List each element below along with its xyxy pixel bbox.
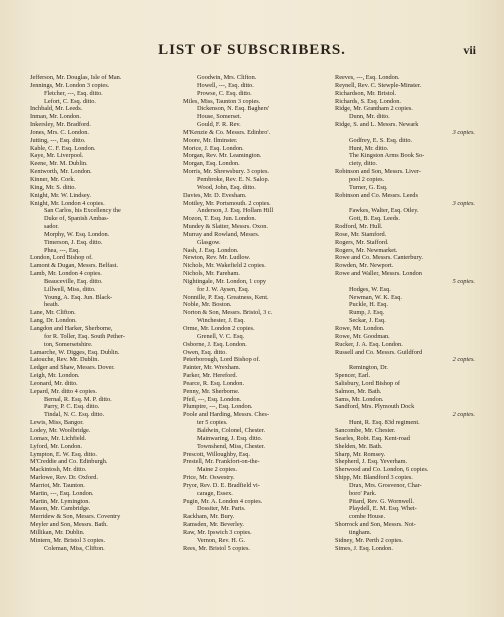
- subscriber-entry: Ridge, S. and L. Messrs. Newark: [335, 121, 419, 129]
- subscriber-entry: Lewis, Miss, Bangor.: [30, 419, 84, 427]
- page-header: [0, 42, 504, 62]
- subscriber-entry: Pugin, Mr. A. London 4 copies.: [183, 497, 263, 505]
- subscriber-entry: Ledger and Shaw, Messrs. Dover.: [30, 364, 115, 372]
- subscriber-entry: Lang, Dr. London.: [30, 317, 77, 325]
- subscriber-entry: Vernon, Rev. H. G.: [197, 536, 246, 544]
- subscriber-entry: Lefort, C. Esq. ditto.: [44, 97, 96, 105]
- subscriber-entry: Lodey, Mr. Woolbridge.: [30, 426, 91, 434]
- subscriber-entry: Playdell, E. M. Esq. Whet-: [349, 505, 417, 513]
- subscriber-entry: Mason, Mr. Cambridge.: [30, 505, 91, 513]
- subscriber-entry: Reynell, Rev. C. Stewple-Minster.: [335, 81, 422, 89]
- subscriber-entry: Jefferson, Mr. Douglas, Isle of Man.: [30, 74, 122, 81]
- subscriber-entry: Inkersley, Mr. Bradford.: [30, 121, 91, 129]
- subscriber-entry: Rackham, Mr. Bury.: [183, 513, 235, 521]
- subscriber-entry: Duke of, Spanish Ambas-: [44, 215, 109, 223]
- subscriber-entry: Rogers, Mr. Newmarket.: [335, 246, 398, 254]
- subscriber-entry: Mottley, Mr. Portsmouth. 2 copies.: [183, 199, 271, 207]
- subscriber-entry: Sancombe, Mr. Chester.: [335, 426, 396, 434]
- subscriber-entry: Nightingale, Mr. London, 1 copy: [183, 277, 267, 285]
- subscriber-entry: Plumptre, ---, Esq. London.: [183, 403, 253, 411]
- subscriber-entry: Glasgow.: [197, 238, 221, 246]
- subscriber-entry: Pitard, Rev. G. Wornwell.: [349, 497, 414, 505]
- subscriber-entry: Sharp, Mr. Romsey.: [335, 450, 386, 458]
- subscriber-entry: Mintern, Mr. Bristol 3 copies.: [30, 536, 106, 544]
- subscriber-entry: Baldwin, Colonel, Chester.: [197, 426, 266, 434]
- subscriber-entry: 3 copies.: [452, 128, 475, 136]
- subscriber-entry: Hunt, R. Esq. 83d regiment.: [349, 419, 420, 427]
- subscriber-entry: Dickenson, N. Esq. Baghers': [197, 105, 270, 113]
- subscriber-entry: Lamarche, W. Digges, Esq. Dublin.: [30, 348, 120, 356]
- subscriber-entry: Norton & Son, Messrs. Bristol, 3 c.: [183, 309, 273, 317]
- subscriber-entry: tingham.: [349, 528, 372, 536]
- subscriber-entry: Price, Mr. Oswestry.: [183, 474, 235, 482]
- subscriber-entry: Phea, ---, Esq.: [44, 246, 80, 254]
- subscriber-entry: Merridew & Son, Messrs. Coventry: [30, 513, 121, 521]
- subscriber-entry: Grenell, V. C. Esq.: [197, 332, 245, 340]
- subscriber-entry: Inchbald, Mr. Leeds.: [30, 105, 83, 113]
- subscriber-entry: Reeves, ---, Esq. London.: [335, 74, 400, 81]
- subscriber-entry: Beauceville, Esq. ditto.: [44, 277, 103, 285]
- subscriber-entry: 3 copies.: [452, 199, 475, 207]
- subscriber-entry: sador.: [44, 223, 59, 231]
- subscriber-entry: Noble, Mr. Boston.: [183, 301, 232, 309]
- subscriber-entry: Leigh, Mr. London.: [30, 372, 80, 380]
- subscriber-entry: Kaye, Mr. Liverpool.: [30, 152, 84, 160]
- subscriber-entry: Kinner, Mr. Cork.: [30, 175, 76, 183]
- subscriber-entry: Meyler and Son, Messrs. Bath.: [30, 521, 108, 529]
- subscriber-column-3: [335, 74, 477, 552]
- subscriber-entry: Miles, Miss, Taunton 3 copies.: [183, 97, 261, 105]
- subscriber-entry: M'Kenzie & Co. Messrs. Edinbro'.: [183, 128, 271, 136]
- page-title: LIST OF SUBSCRIBERS.: [158, 42, 346, 58]
- subscriber-entry: boro' Park.: [349, 489, 377, 497]
- subscriber-entry: Mundey & Slatter, Messrs. Oxon.: [183, 223, 268, 231]
- subscriber-entry: Searles, Robt. Esq. Kent-road: [335, 434, 410, 442]
- subscriber-entry: Salmon, Mr. Bath.: [335, 387, 382, 395]
- subscriber-entry: Seckar, J. Esq.: [349, 317, 386, 325]
- subscriber-entry: Prestell, Mr. Frankfort-on-the-: [183, 458, 260, 466]
- subscriber-entry: Simes, J. Esq. London.: [335, 544, 393, 552]
- subscriber-entry: Moore, Mr. Ilminster.: [183, 136, 238, 144]
- subscriber-entry: Nichols, Mr. Wakefield 2 copies.: [183, 262, 266, 270]
- subscriber-entry: Lane, Mr. Clifton.: [30, 309, 76, 317]
- subscriber-entry: Rowden, Mr. Newport.: [335, 262, 394, 270]
- subscriber-entry: Sidney, Mr. Perth 2 copies.: [335, 536, 403, 544]
- subscriber-entry: Rogers, Mr. Stafford.: [335, 238, 389, 246]
- subscriber-entry: Robinson and Co. Messrs. Leeds: [335, 191, 418, 199]
- subscriber-entry: 2 copies.: [452, 356, 475, 364]
- subscriber-entry: Timerson, J. Esq. ditto.: [44, 238, 103, 246]
- subscriber-entry: Hodges, W. Esq.: [349, 285, 391, 293]
- subscriber-entry: Parker, Mr. Hereford.: [183, 372, 238, 380]
- subscriber-entry: Morgan, Esq. London.: [183, 160, 240, 168]
- subscriber-entry: for R. Toller, Esq. South Pether-: [44, 332, 125, 340]
- subscriber-entry: Wood, John, Esq. ditto.: [197, 183, 256, 191]
- subscriber-entry: Richards, S. Esq. London.: [335, 97, 401, 105]
- subscriber-entry: heath.: [44, 301, 60, 309]
- subscriber-entry: Anderson, J. Esq. Hollam Hill: [197, 207, 274, 215]
- subscriber-entry: Keene, Mr. M. Dublin.: [30, 160, 88, 168]
- subscriber-entry: Ridge, Mr. Grantham 2 copies.: [335, 105, 413, 113]
- subscriber-entry: M'Creddie and Co. Edinburgh.: [30, 458, 108, 466]
- subscriber-entry: Puckle, H. Esq.: [349, 301, 389, 309]
- subscriber-entry: combe House.: [349, 513, 386, 521]
- subscriber-entry: 5 copies.: [452, 277, 475, 285]
- subscriber-entry: London, Lord Bishop of.: [30, 254, 93, 262]
- subscriber-entry: Leonard, Mr. ditto.: [30, 379, 78, 387]
- subscriber-entry: ter 5 copies.: [197, 419, 228, 427]
- subscriber-entry: Shepherd, J. Esq. Yeverham.: [335, 458, 408, 466]
- subscriber-entry: King, Mr. S. ditto.: [30, 183, 77, 191]
- subscriber-entry: Raw, Mr. Ipswich 3 copies.: [183, 528, 252, 536]
- subscriber-entry: Knight, Mr. W. Lindsey.: [30, 191, 91, 199]
- subscriber-entry: Tindal, N. C. Esq. ditto.: [44, 411, 105, 419]
- subscriber-entry: Nash, J. Esq. London.: [183, 246, 239, 254]
- subscriber-entry: San Carlos, his Excellency the: [44, 207, 121, 215]
- subscriber-entry: The Kingston Arms Book So-: [349, 152, 425, 160]
- subscriber-entry: Osborne, J. Esq. London.: [183, 340, 247, 348]
- page-number: vii: [463, 43, 476, 57]
- subscriber-entry: Knight, Mr. London 4 copies.: [30, 199, 105, 207]
- subscriber-entry: Drax, Mrs. Grosvenor, Char-: [349, 481, 422, 489]
- subscriber-entry: Rowe, Mr. London.: [335, 325, 385, 332]
- subscriber-entry: Godfrey, E. S. Esq. ditto.: [349, 136, 413, 144]
- subscriber-entry: Rees, Mr. Bristol 5 copies.: [183, 544, 250, 552]
- subscriber-entry: Nonnille, P. Esq. Greatness, Kent.: [183, 293, 269, 301]
- subscriber-entry: Turner, G. Esq.: [349, 183, 388, 191]
- subscriber-entry: Owen, Esq. ditto.: [183, 348, 227, 356]
- subscriber-entry: Pearce, R. Esq. London.: [183, 379, 245, 387]
- subscriber-entry: Millikan, Mr. Dublin.: [30, 528, 85, 536]
- subscriber-entry: Morphy, W. Esq. London.: [44, 230, 110, 238]
- subscriber-entry: Shorrock and Son, Messrs. Not-: [335, 521, 416, 529]
- subscriber-entry: Lomax, Mr. Lichfield.: [30, 434, 87, 442]
- subscriber-entry: Maine 2 copies.: [197, 466, 238, 474]
- subscriber-entry: Sandford, Mrs. Plymouth Dock: [335, 403, 415, 411]
- subscriber-entry: Coleman, Miss, Clifton.: [44, 544, 105, 552]
- subscriber-entry: Penny, Mr. Sherborne.: [183, 387, 240, 395]
- subscriber-entry: Lamb, Mr. London 4 copies.: [30, 270, 102, 278]
- subscriber-column-1: [30, 74, 172, 552]
- subscriber-entry: Townshend, Miss, Chester.: [197, 442, 265, 450]
- subscriber-entry: Mozon, T. Esq. Jun. London.: [183, 215, 257, 223]
- subscriber-entry: Remington, Dr.: [349, 364, 389, 372]
- subscriber-entry: Newman, W. K. Esq.: [349, 293, 402, 301]
- subscriber-entry: Latouche, Rev. Mr. Dublin.: [30, 356, 100, 364]
- subscriber-entry: Peterborough, Lord Bishop of.: [183, 356, 261, 364]
- subscriber-entry: Dossiter, Mr. Paris.: [197, 505, 246, 513]
- subscriber-entry: Parry, P. C. Esq. ditto.: [44, 403, 100, 411]
- subscriber-entry: Mackintosh, Mr. ditto.: [30, 466, 87, 474]
- subscriber-entry: Salisbury, Lord Bishop of: [335, 379, 401, 387]
- subscriber-entry: Goodwin, Mrs. Clifton.: [197, 74, 257, 81]
- subscriber-entry: Rose, Mr. Stamford.: [335, 230, 387, 238]
- subscriber-entry: Pryor, Rev. D. E. Bradfield vi-: [183, 481, 260, 489]
- subscriber-entry: Ramsden, Mr. Beverley.: [183, 521, 244, 529]
- subscriber-entry: carage, Essex.: [197, 489, 233, 497]
- subscriber-entry: Newton, Rev. Mr. Ludlow.: [183, 254, 251, 262]
- subscriber-entry: Richardson, Mr. Bristol.: [335, 89, 397, 97]
- subscriber-entry: Sams, Mr. London.: [335, 395, 384, 403]
- subscriber-entry: Marriot, Mr. Taunton.: [30, 481, 85, 489]
- subscriber-entry: Rowe, Mr. Goodman.: [335, 332, 390, 340]
- subscriber-entry: Spencer, Earl.: [335, 372, 371, 380]
- subscriber-entry: Lympton, E. W. Esq. ditto.: [30, 450, 97, 458]
- subscriber-entry: Jennings, Mr. London 3 copies.: [30, 81, 110, 89]
- subscriber-entry: Lyford, Mr. London.: [30, 442, 82, 450]
- subscriber-entry: Russell and Co. Messrs. Guildford: [335, 348, 423, 356]
- subscriber-entry: Kable, C. F. Esq. London.: [30, 144, 96, 152]
- subscriber-entry: Howell, ---, Esq. ditto.: [197, 81, 254, 89]
- subscriber-entry: Rowe and Waller, Messrs. London: [335, 270, 422, 278]
- subscriber-entry: Morice, J. Esq. London.: [183, 144, 244, 152]
- subscriber-entry: Robinson and Son, Messrs. Liver-: [335, 168, 421, 176]
- subscriber-entry: Inman, Mr. London.: [30, 113, 81, 121]
- subscriber-entry: Jones, Mrs. C. London.: [30, 128, 89, 136]
- subscriber-entry: Poole and Harding, Messrs. Ches-: [183, 411, 270, 419]
- subscriber-entry: ciety, ditto.: [349, 160, 378, 168]
- subscriber-column-2: [183, 74, 325, 552]
- subscriber-entry: Murray and Rowland, Messrs.: [183, 230, 260, 238]
- subscriber-entry: Pembroke, Rev. E. N. Salop.: [197, 175, 270, 183]
- subscriber-entry: Morgan, Rev. Mr. Leamington.: [183, 152, 262, 160]
- subscriber-entry: for J. W. Aysen, Esq.: [197, 285, 250, 293]
- subscriber-entry: Martin, ---, Esq. London.: [30, 489, 94, 497]
- subscriber-entry: ton, Somersetshire.: [44, 340, 93, 348]
- subscriber-entry: pool 2 copies.: [349, 175, 385, 183]
- subscriber-entry: Fletcher, ---, Esq. ditto.: [44, 89, 103, 97]
- subscriber-entry: Orme, Mr. London 2 copies.: [183, 325, 255, 332]
- subscriber-entry: Winchester, J. Esq.: [197, 317, 245, 325]
- subscriber-entry: Young, A. Esq. Jun. Black-: [44, 293, 113, 301]
- subscriber-entry: Gould, F. R. Rev.: [197, 121, 241, 129]
- subscriber-entry: Prowse, C. Esq. ditto.: [197, 89, 252, 97]
- subscriber-entry: Shelden, Mr. Bath.: [335, 442, 383, 450]
- subscriber-entry: Pfeil, ---, Esq. London.: [183, 395, 242, 403]
- subscriber-entry: Hunt, Mr. ditto.: [349, 144, 389, 152]
- subscriber-entry: Marlowe, Rev. Dr. Oxford.: [30, 474, 98, 482]
- subscriber-entry: Jutting, ---, Esq. ditto.: [30, 136, 86, 144]
- subscriber-entry: House, Somerset.: [197, 113, 242, 121]
- subscriber-entry: Davies, Mr. D. Evesham.: [183, 191, 247, 199]
- subscriber-entry: Rump, J. Esq.: [349, 309, 385, 317]
- subscriber-entry: Dunn, Mr. ditto.: [349, 113, 390, 121]
- subscriber-entry: Morris, Mr. Shrewsbury. 3 copies.: [183, 168, 269, 176]
- subscriber-entry: Shipp, Mr. Blandford 3 copies.: [335, 474, 413, 482]
- subscriber-entry: Lamont & Dugan, Messrs. Belfast.: [30, 262, 118, 270]
- subscriber-entry: Gott, B. Esq. Leeds.: [349, 215, 400, 223]
- subscriber-entry: 2 copies.: [452, 411, 475, 419]
- subscriber-entry: Langdon and Harker, Sherborne,: [30, 325, 113, 332]
- subscriber-entry: Mainwaring, J. Esq. ditto.: [197, 434, 263, 442]
- subscriber-entry: Lillwell, Miss, ditto.: [44, 285, 96, 293]
- subscriber-entry: Sherwood and Co. London, 6 copies.: [335, 466, 429, 474]
- subscriber-entry: Rowe and Co. Messrs. Canterbury.: [335, 254, 423, 262]
- subscriber-entry: Painter, Mr. Wrexham.: [183, 364, 241, 372]
- subscriber-entry: Fawkes, Walter, Esq. Otley.: [349, 207, 419, 215]
- subscriber-entry: Nichols, Mr. Fareham.: [183, 270, 240, 278]
- subscriber-entry: Rucker, J. A. Esq. London.: [335, 340, 403, 348]
- subscriber-entry: Rodford, Mr. Hull.: [335, 223, 383, 231]
- subscriber-entry: Kentworth, Mr. London.: [30, 168, 92, 176]
- subscriber-entry: Prescott, Willoughby, Esq.: [183, 450, 250, 458]
- subscriber-entry: Martin, Mr. Lymington.: [30, 497, 90, 505]
- subscriber-entry: Bernal, R. Esq. M. P. ditto.: [44, 395, 112, 403]
- subscriber-entry: Lepard, Mr. ditto 4 copies.: [30, 387, 97, 395]
